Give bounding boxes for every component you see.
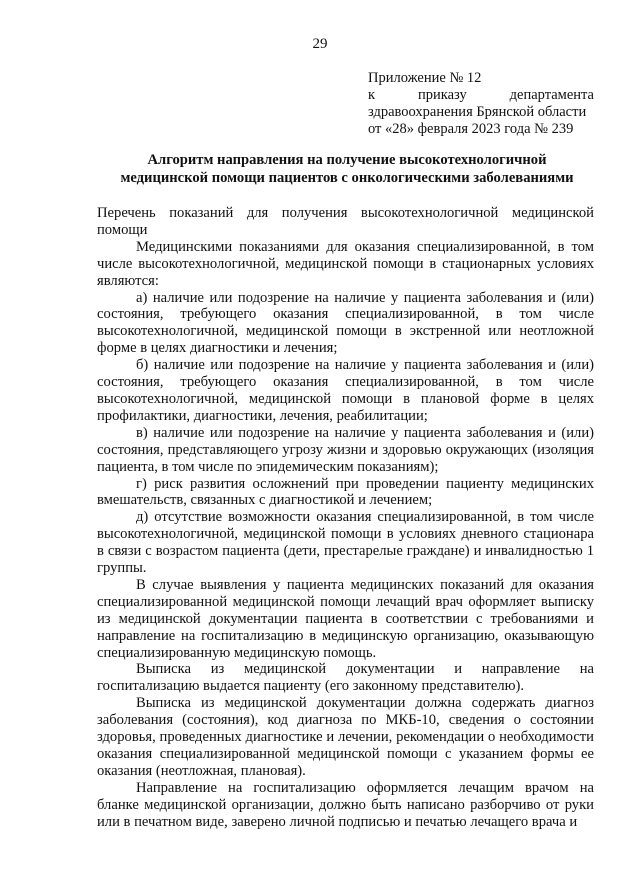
paragraph-extract-content: Выписка из медицинской документации должна содержать диагноз заболевания (состояния), код диагноза по МКБ-10, сведения о состоянии здоровья, проведенных диагностике и лечении, рекомендации о необходимости оказания специализированной медицинской помощи с указанием формы ее оказания (неотложная, плановая).: [97, 695, 594, 779]
appendix-line-2: к приказу департамента: [368, 87, 594, 103]
title-line-2: медицинской помощи пациентов с онкологическими заболеваниями: [120, 170, 574, 186]
appendix-line-4: от «28» февраля 2023 года № 239: [368, 121, 574, 137]
title-line-1: Алгоритм направления на получение высокотехнологичной: [147, 152, 547, 168]
page-number: 29: [312, 36, 328, 52]
paragraph-item-g: г) риск развития осложнений при проведении пациенту медицинских вмешательств, связанных с диагностикой и лечением;: [97, 475, 594, 509]
paragraph-item-v: в) наличие или подозрение на наличие у пациента заболевания и (или) состояния, представляющего угрозу жизни и здоровью окружающих (изоляция пациента, в том числе по эпидемическим показаниям);: [97, 424, 594, 475]
paragraph-indications-heading: Перечень показаний для получения высокотехнологичной медицинской помощи: [97, 205, 594, 238]
paragraph-item-b: б) наличие или подозрение на наличие у пациента заболевания и (или) состояния, требующего оказания специализированной, в том числе высокотехнологичной, медицинской помощи в плановой форме в целях профилактики, диагностики, лечения, реабилитации;: [97, 357, 594, 424]
appendix-header: [368, 70, 594, 138]
paragraph-item-a: а) наличие или подозрение на наличие у пациента заболевания и (или) состояния, требующего оказания специализированной, в том числе высокотехнологичной, медицинской помощи в экстренной или неотложной форме в целях диагностики и лечения;: [97, 289, 594, 357]
document-title: [100, 151, 594, 187]
paragraph-referral-form: Направление на госпитализацию оформляется лечащим врачом на бланке медицинской организации, должно быть написано разборчиво от руки или в печатном виде, заверено личной подписью и печатью лечащего врача и: [97, 779, 594, 830]
appendix-line-1: Приложение № 12: [368, 70, 482, 86]
paragraph-medical-indications: Медицинскими показаниями для оказания специализированной, в том числе высокотехнологичной, медицинской помощи в стационарных условиях являются:: [97, 238, 594, 289]
document-body: [97, 205, 594, 831]
paragraph-extract-issued: Выписка из медицинской документации и направление на госпитализацию выдается пациенту (его законному представителю).: [97, 661, 594, 695]
paragraph-referral-case: В случае выявления у пациента медицинских показаний для оказания специализированной медицинской помощи лечащий врач оформляет выписку из медицинской документации пациента в соответствии с требованиями и направление на госпитализацию в медицинскую организацию, оказывающую специализированную медицинскую помощь.: [97, 576, 594, 661]
appendix-line-3: здравоохранения Брянской области: [368, 104, 587, 120]
paragraph-item-d: д) отсутствие возможности оказания специализированной, в том числе высокотехнологичной, медицинской помощи в условиях дневного стационара в связи с возрастом пациента (дети, престарелые граждане) и инвалидностью 1 группы.: [97, 509, 594, 577]
